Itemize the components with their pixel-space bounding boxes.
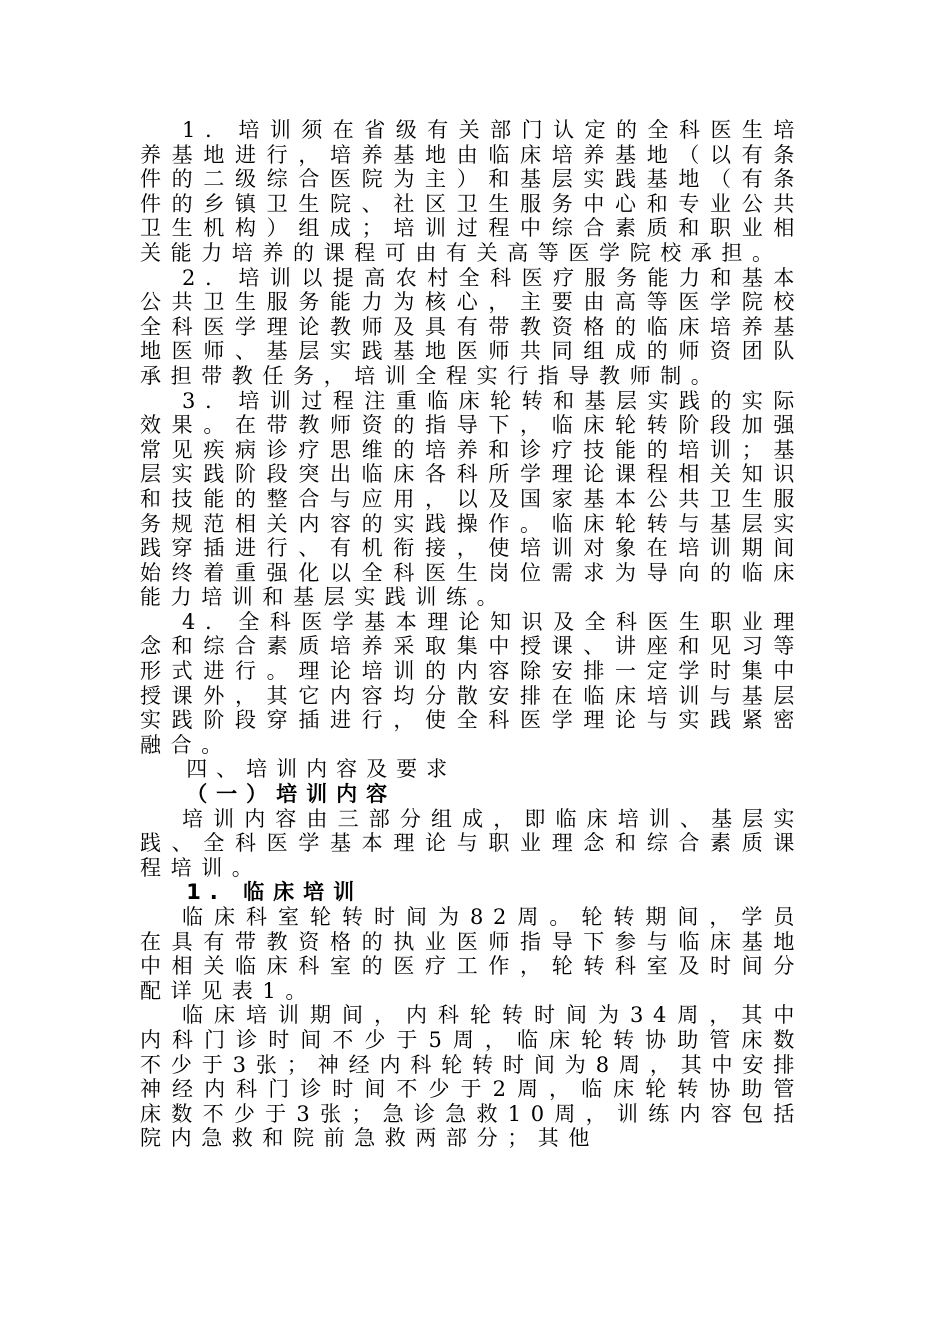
paragraph-content-overview: 培训内容由三部分组成，即临床培训、基层实践、全科医学基本理论与职业理念和综合素质课程培训。 [140,806,804,880]
item-heading-clinical-training: 1. 临床培训 [186,880,364,905]
document-page [140,118,804,1151]
section-heading: 四、培训内容及要求 [186,757,457,782]
paragraph-training-core: 2. 培训以提高农村全科医疗服务能力和基本公共卫生服务能力为核心，主要由高等医学院校全科医学理论教师及具有带教资格的临床培养基地医师、基层实践基地医师共同组成的师资团队承担带教任务，培训全程实行指导教师制。 [140,265,804,388]
paragraph-clinical-period: 临床培训期间，内科轮转时间为34周，其中内科门诊时间不少于5周，临床轮转协助管床数不少于3张；神经内科轮转时间为8周，其中安排神经内科门诊时间不少于2周，临床轮转协助管床数不少于3张；急诊急救10周，训练内容包括院内急救和院前急救两部分；其他 [140,1003,804,1151]
paragraph-training-base: 1. 培训须在省级有关部门认定的全科医生培养基地进行，培养基地由临床培养基地（以有条件的二级综合医院为主）和基层实践基地（有条件的乡镇卫生院、社区卫生服务中心和专业公共卫生机构）组成；培训过程中综合素质和职业相关能力培养的课程可由有关高等医学院校承担。 [140,118,804,265]
subsection-heading: （一）培训内容 [186,782,397,807]
paragraph-training-process: 3. 培训过程注重临床轮转和基层实践的实际效果。在带教师资的指导下，临床轮转阶段加强常见疾病诊疗思维的培养和诊疗技能的培训；基层实践阶段突出临床各科所学理论课程相关知识和技能的整合与应用，以及国家基本公共卫生服务规范相关内容的实践操作。临床轮转与基层实践穿插进行、有机衔接，使培训对象在培训期间始终着重强化以全科医生岗位需求为导向的临床能力培训和基层实践训练。 [140,388,804,610]
paragraph-theory-training: 4. 全科医学基本理论知识及全科医生职业理念和综合素质培养采取集中授课、讲座和见习等形式进行。理论培训的内容除安排一定学时集中授课外，其它内容均分散安排在临床培训与基层实践阶段穿插进行，使全科医学理论与实践紧密融合。 [140,609,804,757]
paragraph-rotation-time: 临床科室轮转时间为82周。轮转期间，学员在具有带教资格的执业医师指导下参与临床基地中相关临床科室的医疗工作，轮转科室及时间分配详见表1。 [140,905,804,1003]
